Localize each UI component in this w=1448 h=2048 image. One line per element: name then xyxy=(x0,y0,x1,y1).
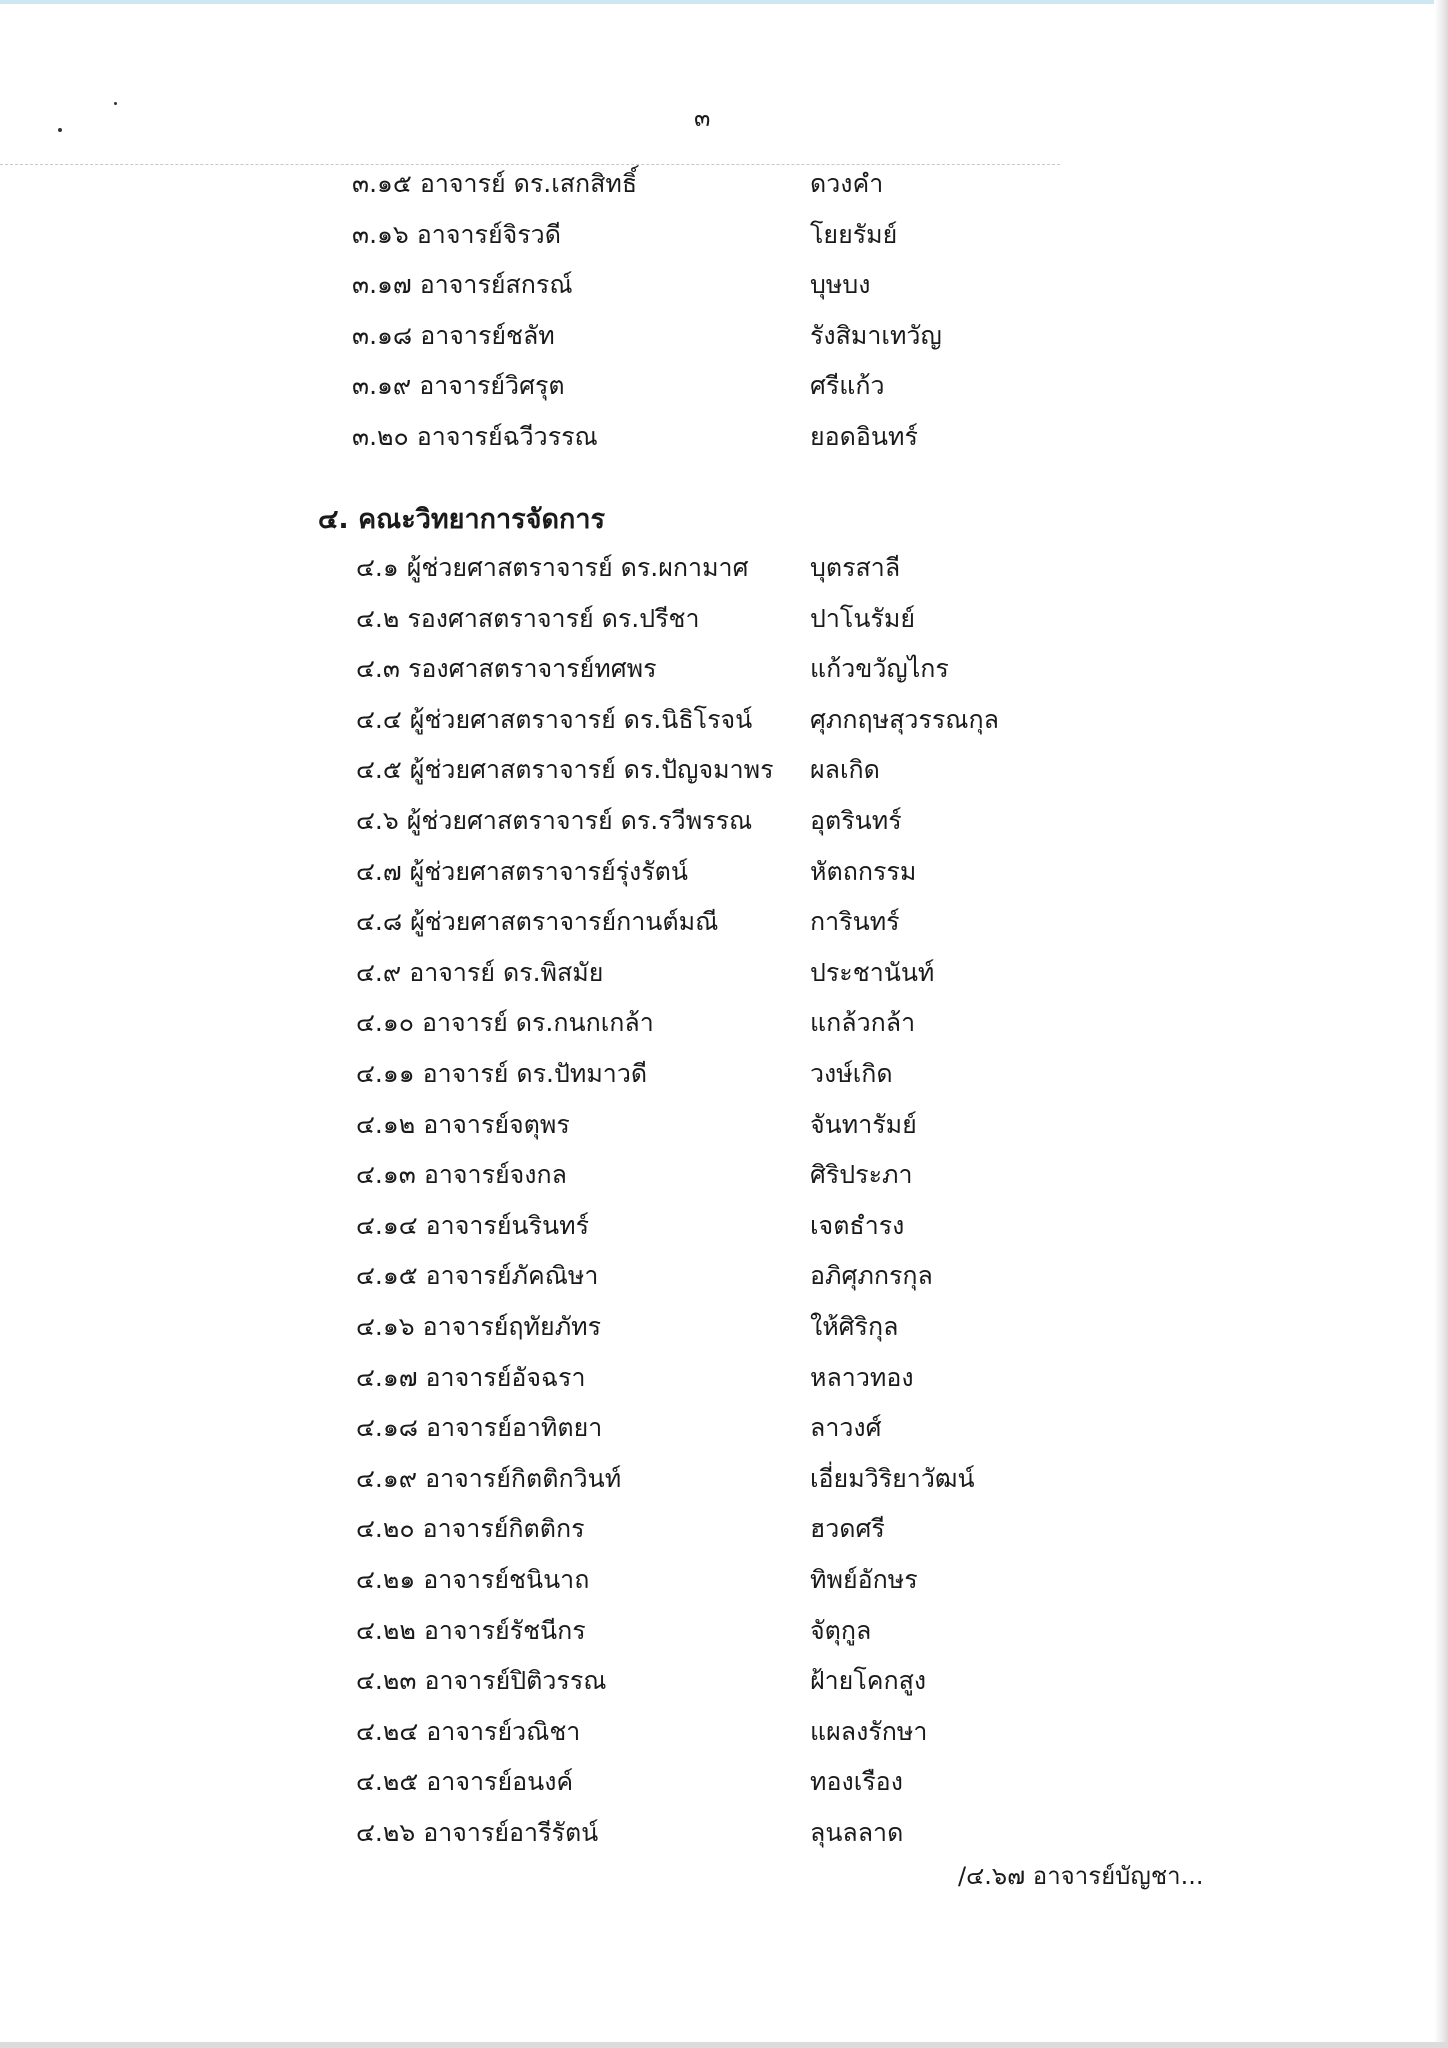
item-title-given-name: อาจารย์ชลัท xyxy=(420,320,555,350)
list-item xyxy=(356,1003,916,1043)
list-item xyxy=(356,1509,885,1549)
item-title-given-name: อาจารย์ฉวีวรรณ xyxy=(416,422,598,451)
item-number: ๔.๑๙ xyxy=(356,1463,418,1493)
item-title-given-name: ผู้ช่วยศาสตราจารย์ ดร.ผกามาศ xyxy=(406,553,749,582)
item-surname: ศุภกฤษสุวรรณกุล xyxy=(810,704,999,734)
item-surname: ให้ศิริกุล xyxy=(810,1312,899,1341)
item-title-given-name: อาจารย์ ดร.กนกเกล้า xyxy=(422,1008,654,1038)
list-item xyxy=(356,649,949,689)
list-item xyxy=(356,1459,975,1499)
item-title-given-name: ผู้ช่วยศาสตราจารย์รุ่งรัตน์ xyxy=(409,856,688,886)
item-surname: ทิพย์อักษร xyxy=(810,1565,918,1594)
item-surname: จัตุกูล xyxy=(810,1615,872,1645)
list-item xyxy=(352,265,871,305)
item-surname: การินทร์ xyxy=(810,907,900,937)
scan-edge-top xyxy=(0,0,1448,4)
item-number: ๔.๒ xyxy=(356,603,400,633)
list-item xyxy=(356,801,902,841)
item-title-given-name: อาจารย์อนงค์ xyxy=(426,1767,574,1797)
item-surname: วงษ์เกิด xyxy=(810,1059,893,1088)
scan-speck xyxy=(114,102,117,105)
list-item xyxy=(356,548,901,588)
item-title-given-name: อาจารย์อาทิตยา xyxy=(426,1413,603,1443)
item-title-given-name: อาจารย์รัชนีกร xyxy=(423,1615,586,1645)
item-surname: ยอดอินทร์ xyxy=(810,422,918,451)
item-title-given-name: อาจารย์ ดร.พิสมัย xyxy=(409,957,604,987)
item-surname: ลาวงศ์ xyxy=(810,1413,882,1443)
item-surname: หัตถกรรม xyxy=(810,856,917,886)
item-surname: ฮวดศรี xyxy=(810,1514,885,1544)
list-item xyxy=(356,1358,914,1398)
list-item xyxy=(356,1256,933,1296)
item-title-given-name: อาจารย์ ดร.ปัทมาวดี xyxy=(422,1059,648,1088)
item-surname: ปาโนรัมย์ xyxy=(810,603,915,633)
item-number: ๔.๒๕ xyxy=(356,1767,419,1797)
item-number: ๓.๑๘ xyxy=(352,320,413,350)
list-item xyxy=(356,1762,903,1802)
list-item xyxy=(356,1611,872,1651)
item-title-given-name: อาจารย์นรินทร์ xyxy=(425,1210,590,1240)
list-item xyxy=(356,1307,899,1347)
item-surname: ทองเรือง xyxy=(810,1767,903,1797)
item-number: ๓.๑๙ xyxy=(352,371,412,401)
item-title-given-name: อาจารย์ภัคณิษา xyxy=(425,1261,599,1291)
list-item xyxy=(356,1408,882,1448)
item-number: ๔.๑ xyxy=(356,553,399,582)
item-surname: ประชานันท์ xyxy=(810,957,935,987)
item-title-given-name: อาจารย์ปิติวรรณ xyxy=(424,1666,607,1696)
page-number: ๓ xyxy=(694,104,711,132)
item-title-given-name: อาจารย์กิตติกวินท์ xyxy=(425,1463,622,1493)
continuation-note: /๔.๖๗ อาจารย์บัญชา... xyxy=(958,1862,1204,1890)
item-number: ๔.๘ xyxy=(356,907,403,937)
item-surname: อุตรินทร์ xyxy=(810,806,902,835)
item-number: ๔.๒๔ xyxy=(356,1716,419,1746)
list-item xyxy=(356,953,935,993)
item-title-given-name: อาจารย์กิตติกร xyxy=(422,1514,585,1544)
item-title-given-name: รองศาสตราจารย์ ดร.ปรีชา xyxy=(407,603,700,633)
item-surname: แก้วขวัญไกร xyxy=(810,654,949,684)
item-title-given-name: รองศาสตราจารย์ทศพร xyxy=(407,654,657,684)
item-number: ๔.๑๕ xyxy=(356,1261,418,1291)
item-surname: เจตธำรง xyxy=(810,1210,905,1240)
list-item xyxy=(356,1105,917,1145)
item-number: ๔.๑๘ xyxy=(356,1413,419,1443)
item-number: ๔.๑๐ xyxy=(356,1008,414,1038)
item-number: ๔.๑๗ xyxy=(356,1362,418,1392)
item-number: ๔.๑๓ xyxy=(356,1160,416,1190)
item-number: ๔.๒๓ xyxy=(356,1666,417,1696)
item-number: ๔.๒๒ xyxy=(356,1615,416,1645)
list-item xyxy=(352,215,898,255)
list-item xyxy=(356,750,880,790)
scan-edge-bottom xyxy=(0,2042,1448,2048)
item-number: ๔.๔ xyxy=(356,704,402,734)
scan-edge-right xyxy=(1434,0,1448,2048)
item-number: ๓.๑๗ xyxy=(352,270,412,300)
list-item xyxy=(356,1712,928,1752)
item-number: ๓.๑๕ xyxy=(352,169,412,198)
list-item xyxy=(356,1661,927,1701)
item-title-given-name: อาจารย์อัจฉรา xyxy=(425,1362,586,1392)
item-title-given-name: อาจารย์จิรวดี xyxy=(416,219,561,249)
item-surname: ลุนลลาด xyxy=(810,1818,904,1847)
list-item xyxy=(356,902,900,942)
item-number: ๔.๑๔ xyxy=(356,1210,418,1240)
item-number: ๔.๕ xyxy=(356,755,402,785)
section-4-heading: ๔. คณะวิทยาการจัดการ xyxy=(318,504,606,535)
item-number: ๔.๑๒ xyxy=(356,1109,416,1139)
item-title-given-name: ผู้ช่วยศาสตราจารย์กานต์มณี xyxy=(410,907,719,937)
item-surname: บุษบง xyxy=(810,270,871,300)
item-number: ๔.๑๑ xyxy=(356,1059,415,1088)
scan-speck xyxy=(58,128,62,132)
item-title-given-name: ผู้ช่วยศาสตราจารย์ ดร.นิธิโรจน์ xyxy=(409,704,753,734)
item-number: ๔.๒๖ xyxy=(356,1818,416,1847)
item-surname: ดวงคำ xyxy=(810,169,884,198)
item-title-given-name: อาจารย์ ดร.เสกสิทธิ์ xyxy=(419,169,638,198)
item-surname: แกล้วกล้า xyxy=(810,1008,916,1038)
list-item xyxy=(352,417,918,457)
item-number: ๔.๙ xyxy=(356,957,402,987)
item-title-given-name: อาจารย์อารีรัตน์ xyxy=(423,1818,599,1847)
item-number: ๔.๖ xyxy=(356,806,399,835)
item-number: ๓.๒๐ xyxy=(352,422,409,451)
item-number: ๔.๓ xyxy=(356,654,400,684)
list-item xyxy=(356,1560,918,1600)
item-surname: เอี่ยมวิริยาวัฒน์ xyxy=(810,1463,975,1493)
item-number: ๔.๒๐ xyxy=(356,1514,415,1544)
list-item xyxy=(356,852,917,892)
item-number: ๔.๒๑ xyxy=(356,1565,416,1594)
item-surname: แผลงรักษา xyxy=(810,1716,928,1746)
item-title-given-name: อาจารย์จงกล xyxy=(423,1160,567,1190)
item-title-given-name: อาจารย์วณิชา xyxy=(426,1716,581,1746)
item-surname: โยยรัมย์ xyxy=(810,219,898,249)
list-item xyxy=(356,1206,905,1246)
item-title-given-name: ผู้ช่วยศาสตราจารย์ ดร.ปัญจมาพร xyxy=(409,755,774,785)
item-surname: ศรีแก้ว xyxy=(810,371,885,401)
list-item xyxy=(352,164,884,204)
item-surname: ฝ้ายโคกสูง xyxy=(810,1666,927,1696)
list-item xyxy=(356,599,915,639)
list-item xyxy=(352,316,942,356)
item-title-given-name: อาจารย์สกรณ์ xyxy=(419,270,573,300)
item-surname: ผลเกิด xyxy=(810,755,880,785)
item-number: ๓.๑๖ xyxy=(352,219,409,249)
item-number: ๔.๑๖ xyxy=(356,1312,415,1341)
item-surname: ศิริประภา xyxy=(810,1160,913,1190)
item-surname: หลาวทอง xyxy=(810,1362,914,1392)
item-title-given-name: อาจารย์ฤทัยภัทร xyxy=(422,1312,602,1341)
list-item xyxy=(356,700,999,740)
item-surname: จันทารัมย์ xyxy=(810,1109,917,1139)
item-title-given-name: ผู้ช่วยศาสตราจารย์ ดร.รวีพรรณ xyxy=(406,806,753,835)
item-surname: อภิศุภกรกุล xyxy=(810,1261,933,1291)
item-surname: บุตรสาลี xyxy=(810,553,901,582)
item-title-given-name: อาจารย์จตุพร xyxy=(423,1109,570,1139)
item-title-given-name: อาจารย์วิศรุต xyxy=(419,371,565,401)
item-surname: รังสิมาเทวัญ xyxy=(810,320,942,350)
list-item xyxy=(352,366,885,406)
list-item xyxy=(356,1813,904,1853)
list-item xyxy=(356,1054,893,1094)
list-item xyxy=(356,1155,913,1195)
item-number: ๔.๗ xyxy=(356,856,402,886)
item-title-given-name: อาจารย์ชนินาถ xyxy=(423,1565,590,1594)
